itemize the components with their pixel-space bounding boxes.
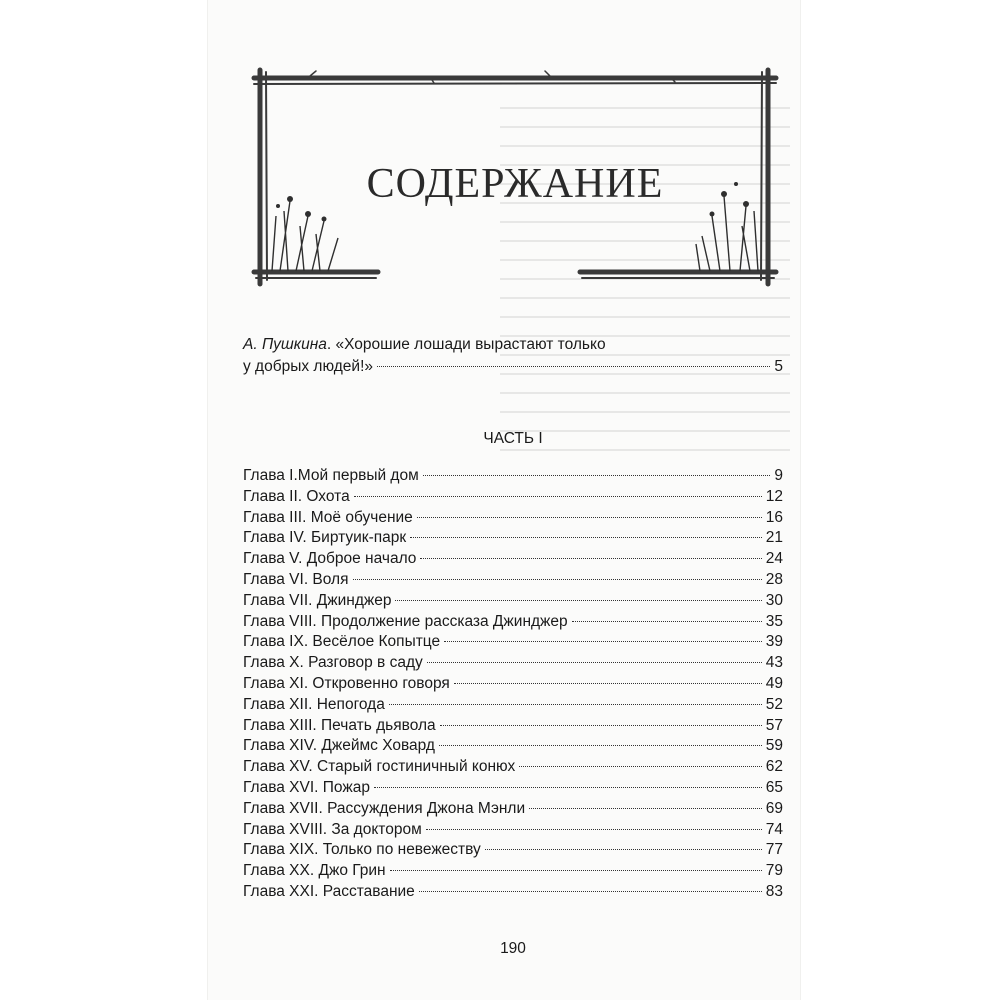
toc-entry-title: Глава II. Охота — [243, 487, 350, 505]
leader-dots — [353, 579, 762, 580]
toc-entry — [243, 779, 783, 800]
toc-entry-title: Глава VII. Джинджер — [243, 591, 392, 609]
toc-entry — [243, 488, 783, 509]
table-of-contents — [243, 467, 783, 904]
toc-entry-title: Глава XX. Джо Грин — [243, 862, 386, 880]
toc-entry-page: 57 — [765, 716, 783, 734]
toc-entry-title: Глава V. Доброе начало — [243, 550, 417, 568]
toc-entry-title: Глава XXI. Расставание — [243, 882, 415, 900]
toc-entry — [243, 883, 783, 904]
toc-entry-page: 69 — [765, 799, 783, 817]
leader-dots — [444, 641, 762, 642]
toc-entry — [243, 675, 783, 696]
toc-entry-title: Глава XI. Откровенно говоря — [243, 674, 450, 692]
toc-entry — [243, 758, 783, 779]
toc-entry-title: Глава I.Мой первый дом — [243, 467, 419, 484]
toc-entry-page: 77 — [765, 841, 783, 859]
toc-entry-page: 74 — [765, 820, 783, 838]
leader-dots — [423, 475, 771, 476]
leader-dots — [354, 496, 762, 497]
leader-dots — [485, 849, 762, 850]
toc-entry-page: 28 — [765, 570, 783, 588]
toc-entry-title: Глава XIX. Только по невежеству — [243, 841, 481, 859]
leader-dots — [454, 683, 762, 684]
leader-dots — [519, 766, 762, 767]
toc-entry — [243, 529, 783, 550]
toc-entry — [243, 654, 783, 675]
intro-title-part2: у добрых людей!» — [243, 358, 373, 375]
toc-entry-page: 83 — [765, 882, 783, 900]
toc-entry-page: 43 — [765, 654, 783, 672]
toc-entry — [243, 467, 783, 488]
toc-entry — [243, 717, 783, 738]
toc-entry-page: 9 — [774, 467, 783, 484]
toc-entry-title: Глава XIII. Печать дьявола — [243, 716, 436, 734]
toc-entry-page: 79 — [765, 862, 783, 880]
leader-dots — [419, 891, 762, 892]
toc-entry-title: Глава XVI. Пожар — [243, 778, 370, 796]
toc-entry — [243, 571, 783, 592]
leader-dots — [420, 558, 761, 559]
toc-entry — [243, 592, 783, 613]
toc-entry-page: 30 — [765, 591, 783, 609]
toc-entry — [243, 613, 783, 634]
toc-entry — [243, 509, 783, 530]
leader-dots — [572, 621, 762, 622]
toc-entry — [243, 800, 783, 821]
toc-entry-title: Глава X. Разговор в саду — [243, 654, 423, 672]
toc-entry — [243, 821, 783, 842]
leader-dots — [374, 787, 762, 788]
toc-entry-title: Глава XVIII. За доктором — [243, 820, 422, 838]
leader-dots — [410, 537, 762, 538]
toc-entry-title: Глава XIV. Джеймс Ховард — [243, 737, 435, 755]
toc-entry-page: 21 — [765, 529, 783, 547]
intro-line-2 — [243, 356, 783, 378]
toc-entry-page: 12 — [765, 487, 783, 505]
leader-dots — [529, 808, 762, 809]
intro-author: А. Пушкина — [243, 336, 327, 353]
toc-entry — [243, 841, 783, 862]
toc-entry-page: 49 — [765, 674, 783, 692]
part-heading: ЧАСТЬ I — [483, 430, 543, 447]
intro-title-part1: . «Хорошие лошади вырастают только — [326, 336, 606, 353]
toc-entry — [243, 696, 783, 717]
toc-entry-page: 62 — [765, 758, 783, 776]
toc-entry-page: 65 — [765, 778, 783, 796]
intro-line-1 — [243, 334, 783, 356]
toc-entry-page: 24 — [765, 550, 783, 568]
intro-entry — [243, 334, 783, 378]
toc-entry-title: Глава VIII. Продолжение рассказа Джинджер — [243, 612, 568, 630]
toc-entry-page: 39 — [765, 633, 783, 651]
toc-entry-title: Глава IV. Биртуик-парк — [243, 529, 407, 547]
toc-entry-title: Глава VI. Воля — [243, 570, 349, 588]
toc-entry-title: Глава XVII. Рассуждения Джона Мэнли — [243, 799, 526, 817]
leader-dots — [395, 600, 761, 601]
toc-entry-page: 59 — [765, 737, 783, 755]
intro-page-number: 5 — [774, 358, 783, 375]
toc-entry-page: 52 — [765, 695, 783, 713]
toc-entry-title: Глава III. Моё обучение — [243, 508, 413, 526]
leader-dots — [440, 725, 762, 726]
toc-entry-page: 16 — [765, 508, 783, 526]
toc-entry-title: Глава IX. Весёлое Копытце — [243, 633, 441, 651]
leader-dots — [439, 745, 762, 746]
leader-dots — [390, 870, 762, 871]
toc-entry-title: Глава XV. Старый гостиничный конюх — [243, 758, 516, 776]
leader-dots — [377, 366, 770, 367]
toc-entry — [243, 550, 783, 571]
toc-entry — [243, 737, 783, 758]
toc-entry — [243, 862, 783, 883]
page-number: 190 — [500, 940, 526, 957]
leader-dots — [426, 829, 762, 830]
page-title: СОДЕРЖАНИЕ — [366, 161, 664, 207]
leader-dots — [389, 704, 762, 705]
toc-entry-page: 35 — [765, 612, 783, 630]
toc-entry-title: Глава XII. Непогода — [243, 695, 385, 713]
leader-dots — [417, 517, 762, 518]
leader-dots — [427, 662, 762, 663]
toc-entry — [243, 633, 783, 654]
